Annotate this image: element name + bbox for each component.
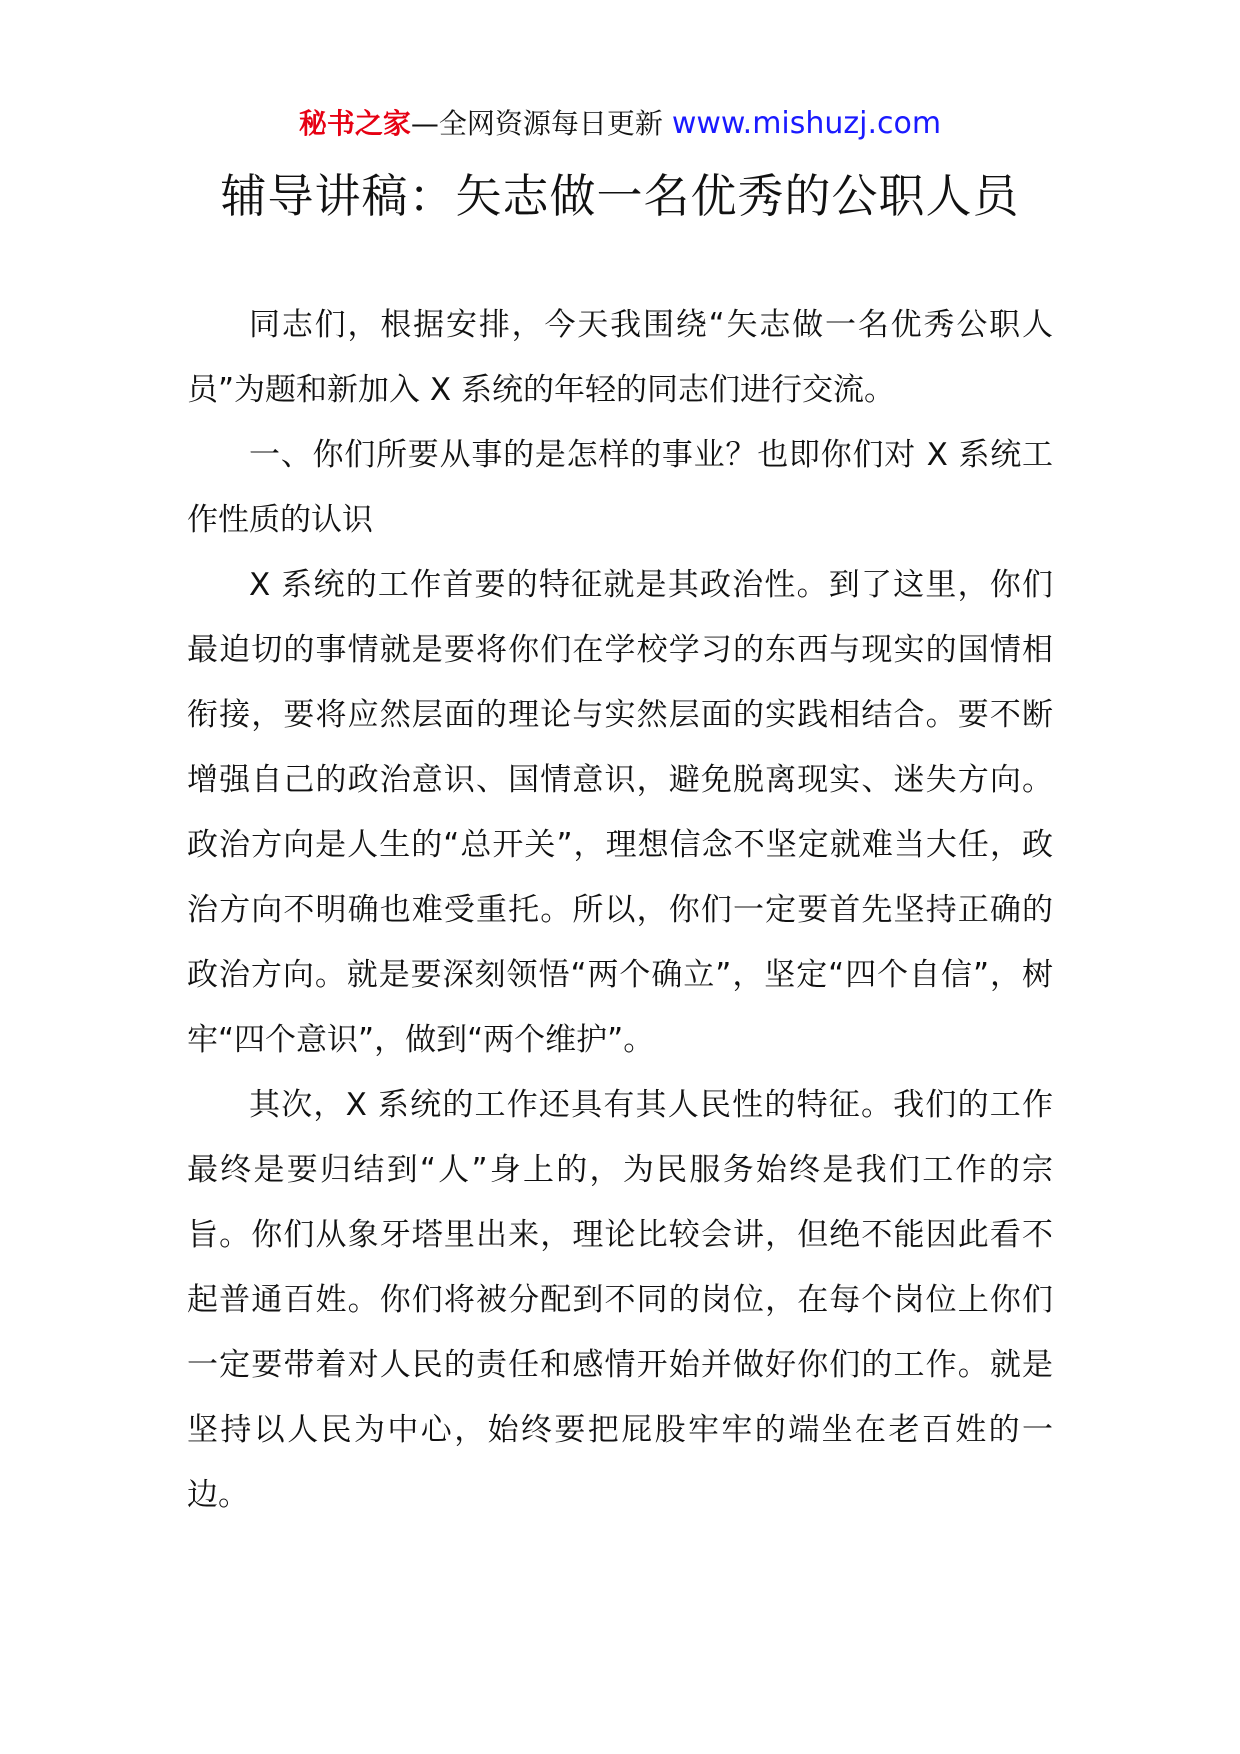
site-url-link[interactable]: www.mishuzj.com bbox=[671, 106, 942, 141]
paragraph-intro: 同志们，根据安排，今天我围绕“矢志做一名优秀公职人员”为题和新加入 X 系统的年轻的同志们进行交流。 bbox=[187, 307, 1053, 408]
site-tagline: —全网资源每日更新 bbox=[410, 107, 672, 140]
site-brand: 秘书之家 bbox=[298, 107, 411, 140]
site-header bbox=[0, 104, 1240, 144]
document-body bbox=[187, 293, 1053, 1528]
paragraph-people: 其次，X 系统的工作还具有其人民性的特征。我们的工作最终是要归结到“人”身上的，为民服务始终是我们工作的宗旨。你们从象牙塔里出来，理论比较会讲，但绝不能因此看不起普通百姓。你们将被分配到不同的岗位，在每个岗位上你们一定要带着对人民的责任和感情开始并做好你们的工作。就是坚持以人民为中心，始终要把屁股牢牢的端坐在老百姓的一边。 bbox=[187, 1087, 1053, 1513]
section-heading-1: 一、你们所要从事的是怎样的事业？也即你们对 X 系统工作性质的认识 bbox=[187, 437, 1053, 538]
document-title: 辅导讲稿：矢志做一名优秀的公职人员 bbox=[220, 169, 1020, 223]
paragraph-political: X 系统的工作首要的特征就是其政治性。到了这里，你们最迫切的事情就是要将你们在学校学习的东西与现实的国情相衔接，要将应然层面的理论与实然层面的实践相结合。要不断增强自己的政治意识、国情意识，避免脱离现实、迷失方向。政治方向是人生的“总开关”，理想信念不坚定就难当大任，政治方向不明确也难受重托。所以，你们一定要首先坚持正确的政治方向。就是要深刻领悟“两个确立”，坚定“四个自信”，树牢“四个意识”，做到“两个维护”。 bbox=[187, 567, 1053, 1058]
